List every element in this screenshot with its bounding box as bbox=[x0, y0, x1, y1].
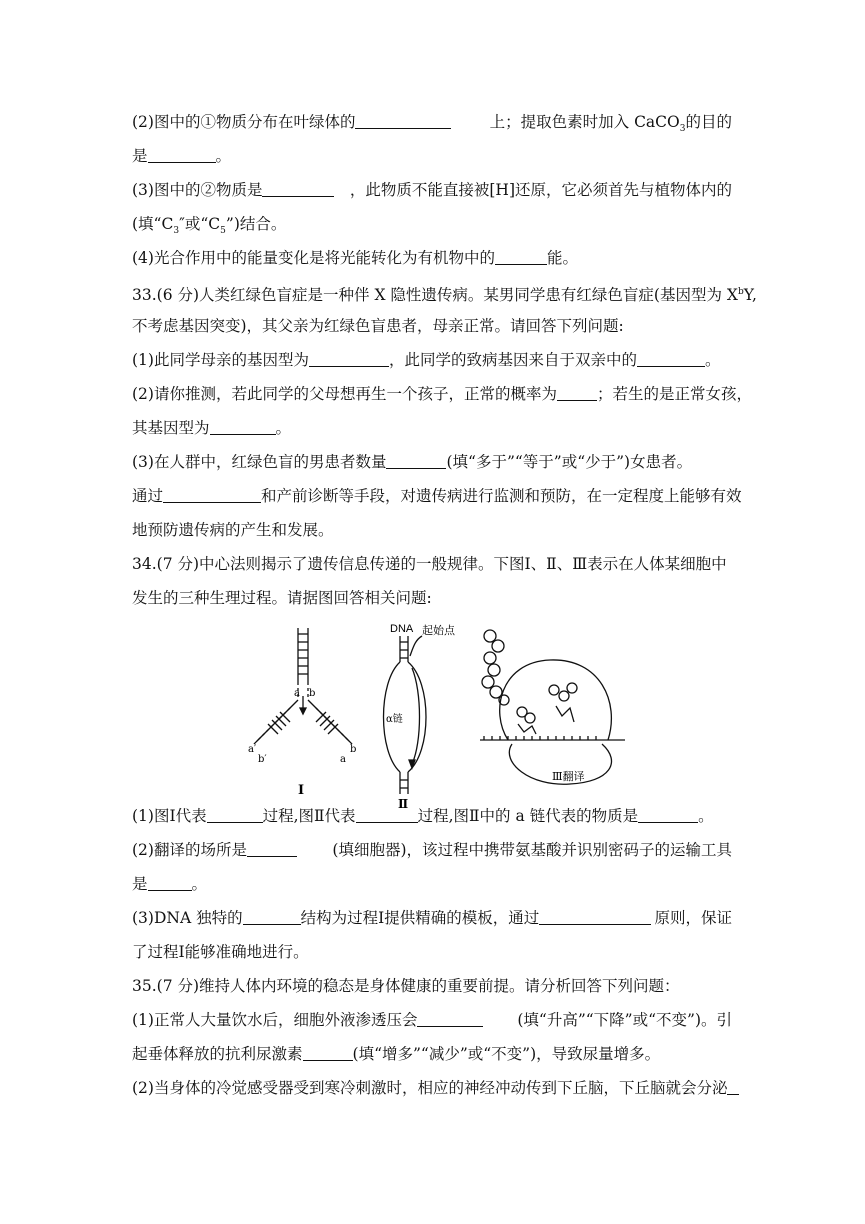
translation-diagram bbox=[480, 630, 625, 784]
answer-blank[interactable] bbox=[163, 487, 261, 503]
dna-label: DNA bbox=[390, 623, 414, 635]
answer-blank[interactable] bbox=[148, 875, 192, 891]
q34-stem-line1: 34.(7 分)中心法则揭示了遗传信息传递的一般规律。下图Ⅰ、Ⅱ、Ⅲ表示在人体某细胞中 bbox=[132, 555, 727, 573]
answer-blank[interactable] bbox=[356, 807, 418, 823]
answer-blank[interactable] bbox=[386, 453, 446, 469]
text: 结构为过程Ⅰ提供精确的模板，通过 bbox=[300, 909, 540, 927]
text: 通过 bbox=[132, 487, 164, 505]
figure-II-label: Ⅱ bbox=[398, 797, 409, 811]
answer-blank[interactable] bbox=[495, 249, 547, 265]
text: 。 bbox=[698, 807, 714, 825]
central-dogma-figure bbox=[248, 622, 630, 811]
alpha-chain-label: α链 bbox=[386, 714, 403, 725]
text: 原则，保证 bbox=[654, 909, 732, 927]
strand-a-label: a bbox=[340, 754, 346, 765]
text: 过程,图Ⅱ代表 bbox=[262, 807, 356, 825]
strand-b-prime-label: b′ bbox=[258, 754, 267, 765]
q32-p3-line1 bbox=[132, 180, 732, 200]
answer-blank[interactable] bbox=[309, 351, 389, 367]
q33-p3-line3: 地预防遗传病的产生和发展。 bbox=[132, 521, 334, 539]
superscript: b bbox=[737, 287, 744, 297]
subscript: 5 bbox=[220, 226, 226, 237]
q33-p1-line bbox=[132, 350, 721, 370]
text: (3)图中的②物质是 bbox=[132, 181, 263, 199]
strand-a-label: a bbox=[294, 688, 300, 699]
q35-stem-line: 35.(7 分)维持人体内环境的稳态是身体健康的重要前提。请分析回答下列问题： bbox=[132, 977, 680, 995]
text: 。 bbox=[275, 419, 292, 437]
text: (2)图中的①物质分布在叶绿体的 bbox=[132, 113, 356, 131]
text: 是 bbox=[132, 875, 148, 893]
q35-p2-line1 bbox=[132, 1078, 739, 1098]
subscript: 3 bbox=[173, 226, 180, 237]
text: (1)图Ⅰ代表 bbox=[132, 807, 207, 825]
q32-p2-line2 bbox=[132, 146, 231, 166]
text: (2)请你推测，若此同学的父母想再生一个孩子，正常的概率为 bbox=[132, 385, 557, 403]
text: (填“多于”“等于”或“少于”)女患者。 bbox=[446, 453, 693, 471]
text: 。 bbox=[191, 875, 208, 893]
text: 。 bbox=[704, 351, 721, 369]
strand-b-label: b bbox=[350, 744, 357, 755]
answer-blank[interactable] bbox=[148, 147, 216, 163]
q34-p3-line1 bbox=[132, 908, 732, 928]
text: (2)翻译的场所是 bbox=[132, 841, 247, 859]
answer-blank[interactable] bbox=[262, 181, 334, 197]
answer-blank[interactable] bbox=[210, 419, 276, 435]
strand-a-prime-label: a′ bbox=[248, 744, 257, 755]
text: 是 bbox=[132, 147, 148, 165]
text: ，此同学的致病基因来自于双亲中的 bbox=[388, 351, 637, 369]
answer-blank[interactable] bbox=[637, 351, 705, 367]
text: ”)结合。 bbox=[225, 215, 287, 233]
q33-p3-line2 bbox=[132, 486, 742, 506]
text: 起垂体释放的抗利尿激素 bbox=[132, 1045, 303, 1063]
text: (3)DNA 独特的 bbox=[132, 909, 243, 927]
q34-p2-line1 bbox=[132, 840, 732, 860]
text: 的目的 bbox=[685, 113, 732, 131]
text: ″或“C bbox=[179, 215, 221, 233]
q35-p1-line1 bbox=[132, 1010, 732, 1030]
q33-stem-line2: 不考虑基因突变)，其父亲为红绿色盲患者，母亲正常。请回答下列问题: bbox=[132, 317, 624, 335]
q34-p2-line2 bbox=[132, 874, 207, 894]
answer-blank[interactable] bbox=[247, 841, 297, 857]
answer-blank[interactable] bbox=[207, 807, 263, 823]
text: (1)此同学母亲的基因型为 bbox=[132, 351, 309, 369]
answer-blank[interactable] bbox=[355, 113, 451, 129]
q34-stem-line2: 发生的三种生理过程。请据图回答相关问题: bbox=[132, 589, 432, 607]
text: 。 bbox=[215, 147, 232, 165]
text: (4)光合作用中的能量变化是将光能转化为有机物中的 bbox=[132, 249, 495, 267]
text: 过程,图Ⅱ中的 a 链代表的物质是 bbox=[417, 807, 639, 825]
q34-p3-line2: 了过程Ⅰ能够准确地进行。 bbox=[132, 943, 309, 961]
q32-p4-line bbox=[132, 248, 578, 268]
answer-blank[interactable] bbox=[557, 385, 597, 401]
text: 33.(6 分)人类红绿色盲症是一种伴 X 隐性遗传病。某男同学患有红绿色盲症(基因型为 X bbox=[132, 286, 738, 305]
text: (1)正常人大量饮水后，细胞外液渗透压会 bbox=[132, 1011, 418, 1029]
text: (填细胞器)，该过程中携带氨基酸并识别密码子的运输工具 bbox=[332, 841, 732, 859]
replication-diagram bbox=[252, 628, 354, 746]
q32-p2-line1 bbox=[132, 112, 732, 139]
q33-p2-line1 bbox=[132, 384, 752, 404]
origin-label: 起始点 bbox=[422, 624, 455, 637]
strand-b-label: b bbox=[309, 688, 316, 699]
q32-p3-line2 bbox=[132, 214, 286, 241]
text: ；若生的是正常女孩， bbox=[596, 385, 752, 403]
text: (填“增多”“减少”或“不变”)，导致尿量增多。 bbox=[352, 1045, 661, 1063]
answer-blank[interactable] bbox=[638, 807, 698, 823]
q33-p2-line2 bbox=[132, 418, 291, 438]
answer-blank[interactable] bbox=[303, 1045, 353, 1061]
translation-label: Ⅲ翻译 bbox=[552, 770, 585, 783]
text: Y, bbox=[743, 286, 757, 305]
text: (2)当身体的冷觉感受器受到寒冷刺激时，相应的神经冲动传到下丘脑，下丘脑就会分泌 bbox=[132, 1079, 728, 1097]
text: 能。 bbox=[546, 249, 578, 267]
text: 上；提取色素时加入 CaCO bbox=[489, 113, 680, 131]
text: 其基因型为 bbox=[132, 419, 210, 437]
answer-blank[interactable] bbox=[727, 1079, 739, 1095]
text: (填“C bbox=[132, 215, 174, 233]
q34-p1-line bbox=[132, 806, 714, 826]
answer-blank[interactable] bbox=[417, 1011, 483, 1027]
text: ，此物质不能直接被[H]还原，它必须首先与植物体内的 bbox=[349, 181, 732, 199]
q33-p3-line1 bbox=[132, 452, 692, 472]
text: (3)在人群中，红绿色盲的男患者数量 bbox=[132, 453, 387, 471]
figure-I-label: Ⅰ bbox=[298, 783, 305, 798]
answer-blank[interactable] bbox=[539, 909, 651, 925]
text: 和产前诊断等手段，对遗传病进行监测和预防，在一定程度上能够有效 bbox=[261, 487, 742, 505]
text: (填“升高”“下降”或“不变”)。引 bbox=[517, 1011, 732, 1029]
subscript: 3 bbox=[679, 124, 686, 135]
answer-blank[interactable] bbox=[243, 909, 301, 925]
q33-stem-line1 bbox=[132, 282, 757, 305]
q35-p1-line2 bbox=[132, 1044, 660, 1064]
